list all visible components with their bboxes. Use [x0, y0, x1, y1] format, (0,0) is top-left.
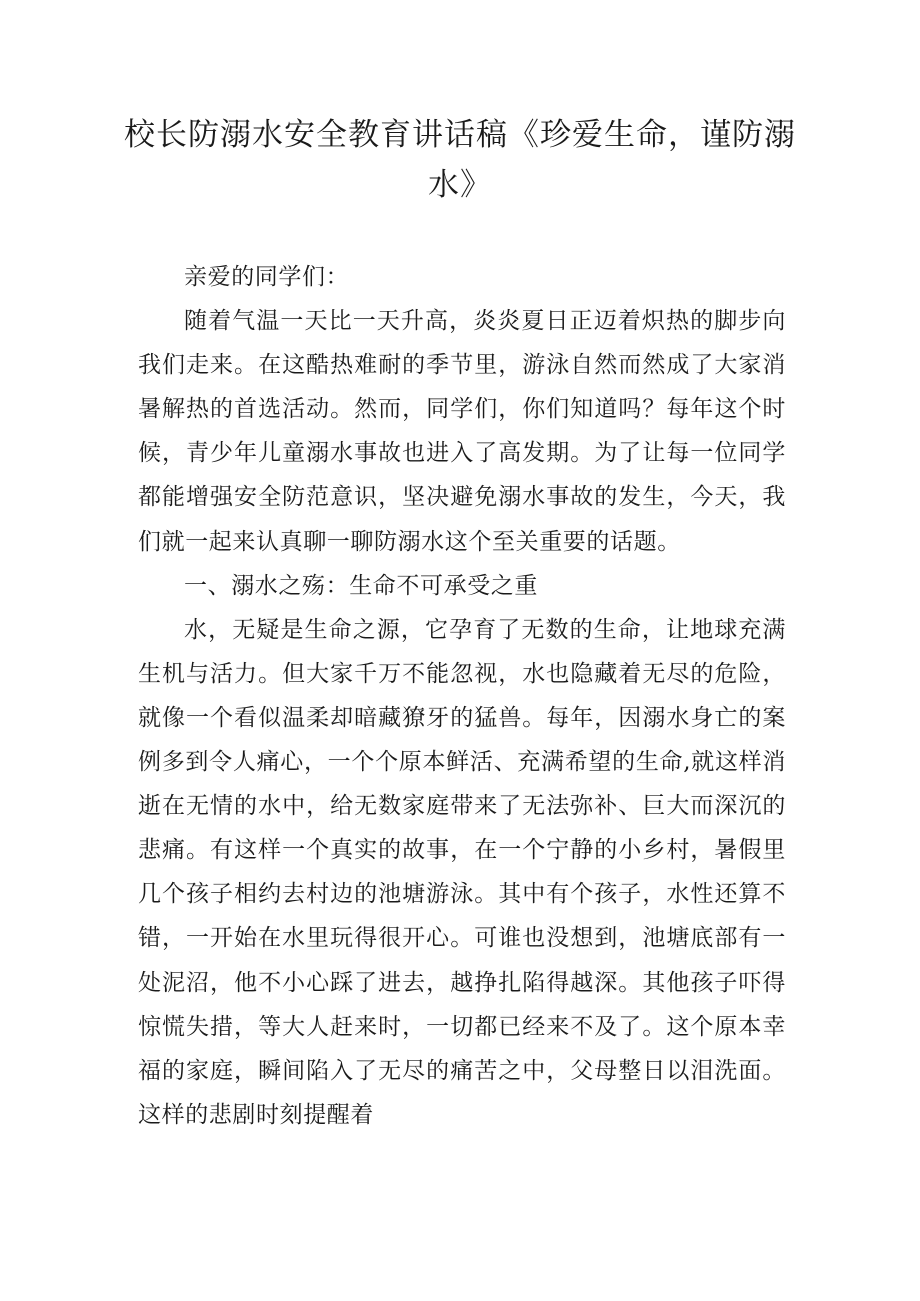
section-paragraph: 水，无疑是生命之源，它孕育了无数的生命，让地球充满生机与活力。但大家千万不能忽视，水也隐藏着无尽的危险，就像一个看似温柔却暗藏獠牙的猛兽。每年，因溺水身亡的案例多到令人痛心，一个个原本鲜活、充满希望的生命,就这样消逝在无情的水中，给无数家庭带来了无法弥补、巨大而深沉的悲痛。有这样一个真实的故事，在一个宁静的小乡村，暑假里几个孩子相约去村边的池塘游泳。其中有个孩子，水性还算不错，一开始在水里玩得很开心。可谁也没想到，池塘底部有一处泥沼，他不小心踩了进去，越挣扎陷得越深。其他孩子吓得惊慌失措，等大人赶来时，一切都已经来不及了。这个原本幸福的家庭，瞬间陷入了无尽的痛苦之中，父母整日以泪洗面。这样的悲剧时刻提醒着 — [138, 616, 786, 1128]
section-heading: 一、溺水之殇：生命不可承受之重 — [184, 572, 538, 599]
document-title: 校长防溺水安全教育讲话稿《珍爱生命，谨防溺水》 — [124, 117, 796, 203]
greeting: 亲爱的同学们： — [184, 264, 350, 290]
intro-paragraph: 随着气温一天比一天升高，炎炎夏日正迈着炽热的脚步向我们走来。在这酷热难耐的季节里，游泳自然而然成了大家消暑解热的首选活动。然而，同学们，你们知道吗？每年这个时候，青少年儿童溺水事故也进入了高发期。为了让每一位同学都能增强安全防范意识，坚决避免溺水事故的发生，今天，我们就一起来认真聊一聊防溺水这个至关重要的话题。 — [138, 308, 786, 555]
document-body — [138, 255, 786, 1137]
